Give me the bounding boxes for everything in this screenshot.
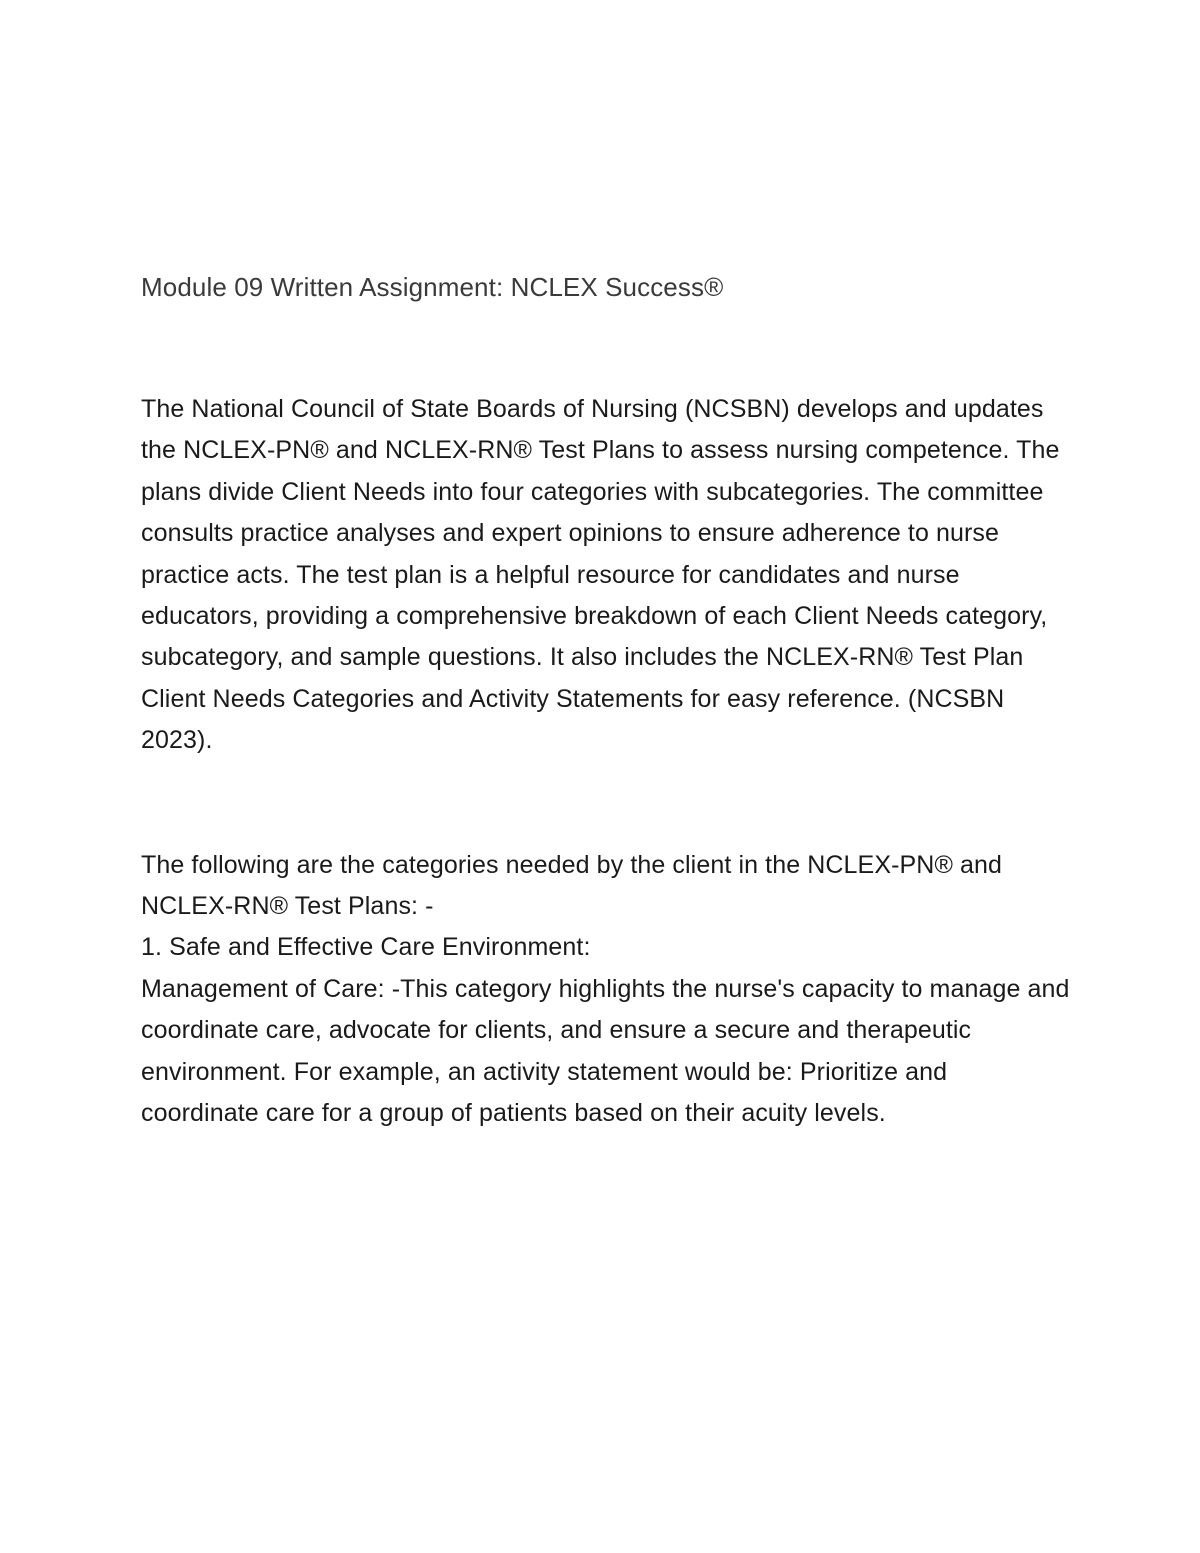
intro-paragraph: The National Council of State Boards of Nursing (NCSBN) develops and updates the NCLEX-PN® and NCLEX-RN® Test Plans to assess nursing competence. The plans divide Client Needs into four categories with subcategories. The committee consults practice analyses and expert opinions to ensure adherence to nurse practice acts. The test plan is a helpful resource for candidates and nurse educators, providing a comprehensive breakdown of each Client Needs category, subcategory, and sample questions. It also includes the NCLEX-RN® Test Plan Client Needs Categories and Activity Statements for easy reference. (NCSBN 2023). [141, 395, 1060, 755]
category-heading: 1. Safe and Effective Care Environment: [141, 933, 591, 962]
categories-intro: The following are the categories needed by the client in the NCLEX-PN® and NCLEX-RN® Test Plans: - [141, 850, 1003, 921]
document-title: Module 09 Written Assignment: NCLEX Success® [141, 272, 724, 302]
management-of-care-paragraph: Management of Care: -This category highlights the nurse's capacity to manage and coordinate care, advocate for clients, and ensure a secure and therapeutic environment. For example, an activity statement would be: Prioritize and coordinate care for a group of patients based on their acuity levels. [141, 974, 1070, 1128]
document-body [141, 264, 1071, 1135]
spacer [141, 310, 1071, 389]
spacer [141, 762, 1071, 845]
